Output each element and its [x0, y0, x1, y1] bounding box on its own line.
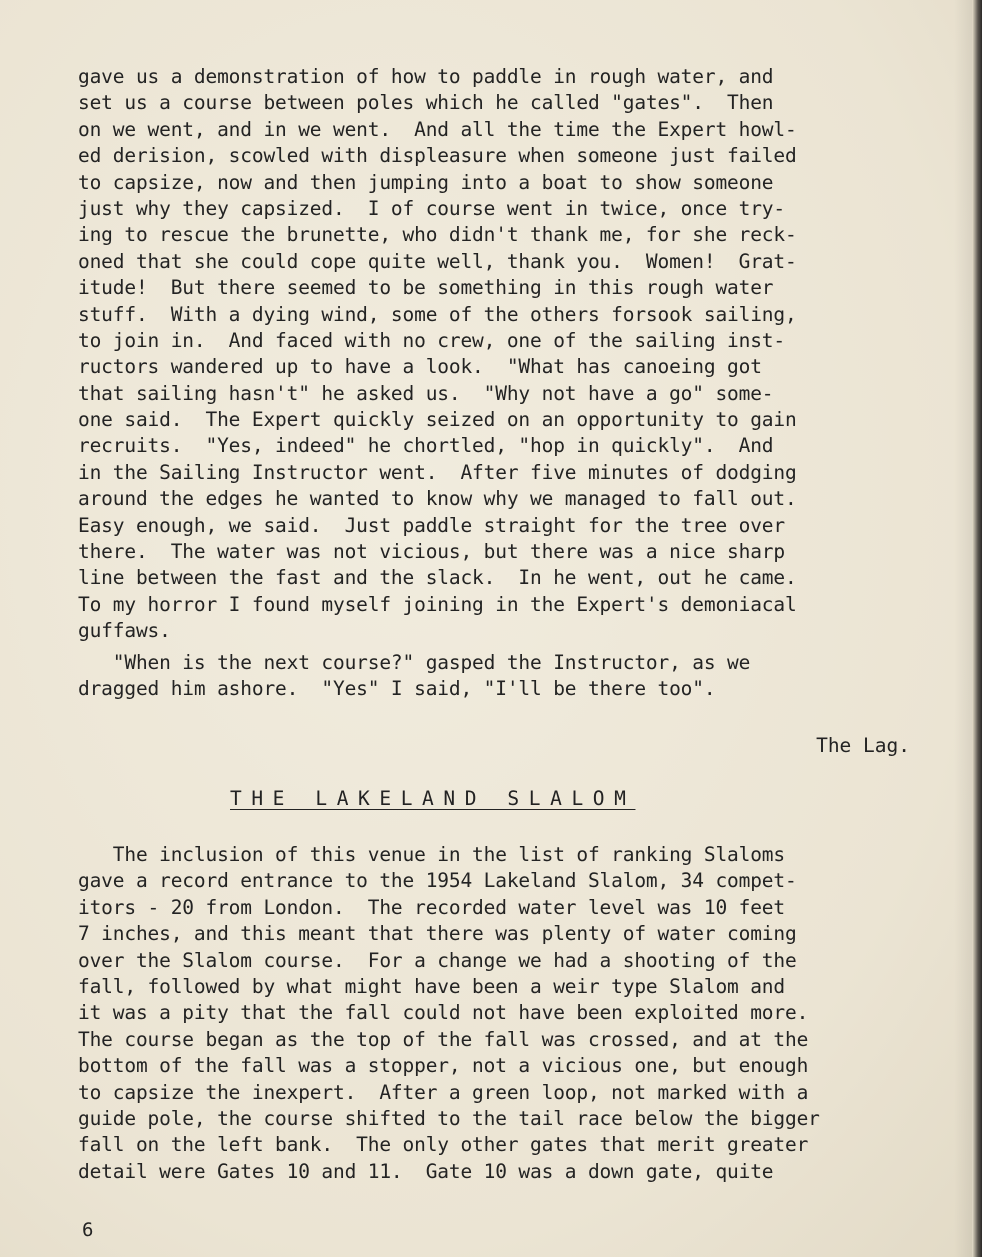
article-slalom-body	[78, 842, 938, 1185]
text-line: dragged him ashore. "Yes" I said, "I'll be there too".	[78, 677, 716, 701]
page-fold-shadow	[954, 0, 972, 1257]
text-line: to join in. And faced with no crew, one of the sailing inst-	[78, 328, 785, 352]
text-line: around the edges he wanted to know why we managed to fall out.	[78, 487, 797, 511]
text-line: itude! But there seemed to be something in this rough water	[78, 276, 774, 300]
text-line: Easy enough, we said. Just paddle straight for the tree over	[78, 513, 785, 537]
binding-edge	[972, 0, 982, 1257]
section-heading: THE LAKELAND SLALOM	[230, 787, 636, 810]
text-line: oned that she could cope quite well, thank you. Women! Grat-	[78, 249, 797, 273]
text-line: ing to rescue the brunette, who didn't thank me, for she reck-	[78, 223, 797, 247]
text-line: recruits. "Yes, indeed" he chortled, "hop in quickly". And	[78, 434, 774, 458]
text-line: just why they capsized. I of course went in twice, once try-	[78, 196, 785, 220]
text-line: "When is the next course?" gasped the Instructor, as we	[78, 651, 751, 674]
text-line: fall, followed by what might have been a weir type Slalom and	[78, 974, 785, 998]
text-line: gave a record entrance to the 1954 Lakeland Slalom, 34 compet-	[78, 869, 797, 893]
text-line: guide pole, the course shifted to the tail race below the bigger	[78, 1106, 820, 1130]
text-line: To my horror I found myself joining in the Expert's demoniacal	[78, 592, 797, 616]
text-line: on we went, and in we went. And all the time the Expert howl-	[78, 117, 797, 141]
text-line: ed derision, scowled with displeasure when someone just failed	[78, 144, 797, 168]
text-line: The inclusion of this venue in the list of ranking Slaloms	[78, 843, 785, 866]
text-line: to capsize, now and then jumping into a boat to show someone	[78, 170, 774, 194]
text-line: that sailing hasn't" he asked us. "Why not have a go" some-	[78, 381, 774, 405]
article-lag-closing	[78, 650, 938, 703]
text-line: The course began as the top of the fall was crossed, and at the	[78, 1027, 809, 1051]
page-number: 6	[82, 1219, 94, 1241]
article-lag-body	[78, 64, 938, 645]
text-line: line between the fast and the slack. In he went, out he came.	[78, 566, 797, 590]
text-line: there. The water was not vicious, but there was a nice sharp	[78, 540, 785, 564]
text-line: itors - 20 from London. The recorded water level was 10 feet	[78, 895, 785, 919]
text-line: it was a pity that the fall could not have been exploited more.	[78, 1001, 809, 1025]
text-line: detail were Gates 10 and 11. Gate 10 was a down gate, quite	[78, 1159, 774, 1183]
text-line: ructors wandered up to have a look. "What has canoeing got	[78, 355, 762, 379]
text-line: guffaws.	[78, 619, 171, 643]
text-line: in the Sailing Instructor went. After five minutes of dodging	[78, 460, 797, 484]
text-line: one said. The Expert quickly seized on an opportunity to gain	[78, 408, 797, 432]
text-line: set us a course between poles which he called "gates". Then	[78, 91, 774, 115]
text-line: stuff. With a dying wind, some of the others forsook sailing,	[78, 302, 797, 326]
text-line: gave us a demonstration of how to paddle in rough water, and	[78, 65, 774, 88]
author-signature: The Lag.	[816, 734, 910, 757]
text-line: over the Slalom course. For a change we had a shooting of the	[78, 948, 797, 972]
text-line: to capsize the inexpert. After a green loop, not marked with a	[78, 1080, 809, 1104]
text-line: 7 inches, and this meant that there was plenty of water coming	[78, 922, 797, 946]
text-line: bottom of the fall was a stopper, not a vicious one, but enough	[78, 1054, 809, 1078]
text-line: fall on the left bank. The only other gates that merit greater	[78, 1133, 809, 1157]
